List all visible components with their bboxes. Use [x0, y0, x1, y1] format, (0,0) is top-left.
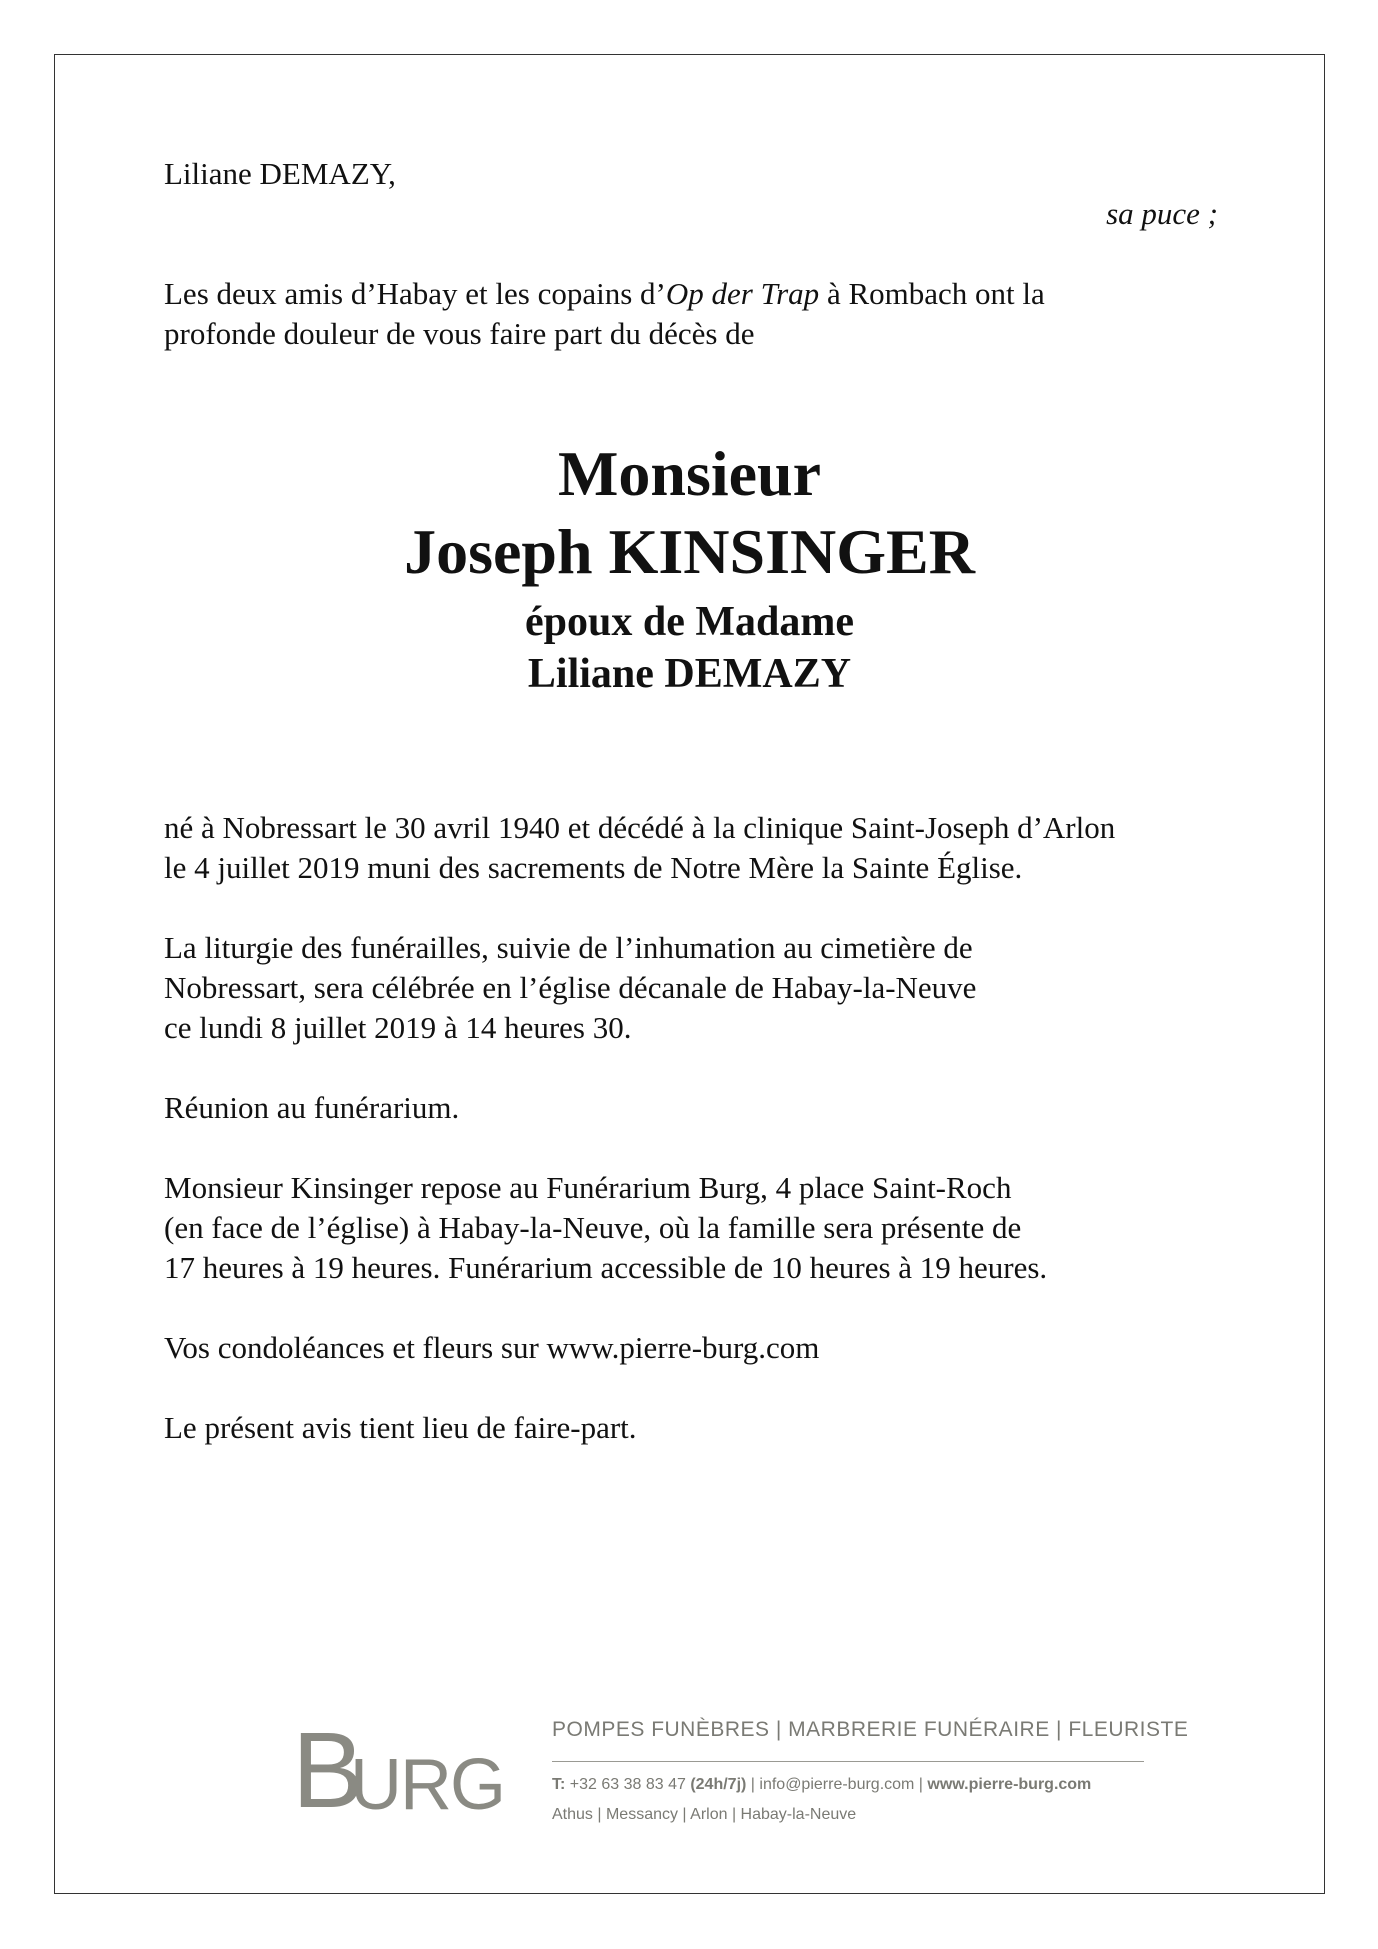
footer-locations: Athus | Messancy | Arlon | Habay-la-Neuve	[552, 1806, 857, 1823]
intro-line-1-italic: Op der Trap	[665, 276, 820, 311]
birth-death-line: né à Nobressart le 30 avril 1940 et décédé à la clinique Saint-Joseph d’Arlon	[164, 810, 1116, 845]
deceased-title: Monsieur	[557, 438, 822, 509]
footer-website-link[interactable]: www.pierre-burg.com	[927, 1776, 1092, 1793]
intro-line-1-part-a: Les deux amis d’Habay et les copains d’	[164, 276, 666, 311]
footer-contact	[552, 1775, 1091, 1795]
burg-logo-urg: URG	[350, 1745, 504, 1825]
footer-services: POMPES FUNÈBRES | MARBRERIE FUNÉRAIRE | FLEURISTE	[552, 1718, 1189, 1741]
opening-name: Liliane DEMAZY,	[164, 156, 396, 191]
reunion-paragraph: Réunion au funérarium.	[164, 1090, 460, 1125]
spouse-name: Liliane DEMAZY	[527, 651, 852, 697]
burg-logo	[292, 1709, 504, 1830]
liturgy-line: La liturgie des funérailles, suivie de l’inhumation au cimetière de	[164, 930, 973, 965]
intro-line-2: profonde douleur de vous faire part du décès de	[164, 316, 755, 351]
tel-number: +32 63 38 83 47	[565, 1776, 691, 1793]
opening-relation: sa puce ;	[1106, 196, 1218, 231]
notice-paragraph: Le présent avis tient lieu de faire-part.	[164, 1410, 637, 1445]
condolences-paragraph: Vos condoléances et fleurs sur www.pierre-burg.com	[164, 1330, 820, 1365]
spouse-line: époux de Madame	[525, 599, 854, 645]
liturgy-line: Nobressart, sera célébrée en l’église décanale de Habay-la-Neuve	[164, 970, 977, 1005]
burg-logo-b: B	[292, 1709, 365, 1830]
tel-hours: (24h/7j)	[690, 1776, 747, 1793]
intro-line-1-part-b: à Rombach ont la	[819, 276, 1045, 311]
liturgy-line: ce lundi 8 juillet 2019 à 14 heures 30.	[164, 1010, 632, 1045]
repose-line: 17 heures à 19 heures. Funérarium accessible de 10 heures à 19 heures.	[164, 1250, 1048, 1285]
repose-line: (en face de l’église) à Habay-la-Neuve, où la famille sera présente de	[164, 1210, 1022, 1245]
birth-death-line: le 4 juillet 2019 muni des sacrements de Notre Mère la Sainte Église.	[164, 850, 1023, 885]
intro-paragraph	[164, 274, 1045, 354]
tel-label: T:	[552, 1776, 566, 1793]
birth-death-paragraph	[164, 808, 1115, 888]
repose-line: Monsieur Kinsinger repose au Funérarium Burg, 4 place Saint-Roch	[164, 1170, 1012, 1205]
footer-divider	[552, 1761, 1144, 1762]
repose-paragraph	[164, 1168, 1047, 1288]
deceased-name: Joseph KINSINGER	[404, 516, 975, 587]
liturgy-paragraph	[164, 928, 976, 1048]
footer-email[interactable]: | info@pierre-burg.com |	[746, 1776, 928, 1793]
intro-line-1	[164, 274, 1045, 314]
